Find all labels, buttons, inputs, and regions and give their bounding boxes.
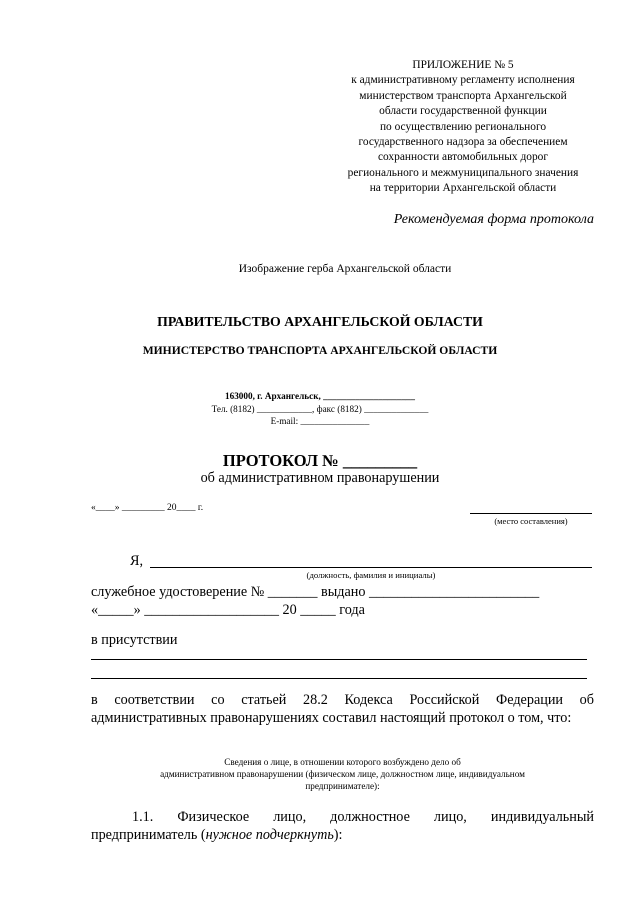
place-caption: (место составления) [494,516,568,526]
presence-field-line-1 [91,659,587,660]
person-info-line: административном правонарушении (физическом лице, должностном лице, индивидуальном [160,769,525,779]
presence-field-line-2 [91,678,587,679]
appendix-line: регионального и межмуниципального значения [347,166,579,179]
recommended-form-note: Рекомендуемая форма протокола [393,212,594,227]
appendix-title: ПРИЛОЖЕНИЕ № 5 [412,59,514,71]
person-info-line: предпринимателе): [305,781,380,791]
emblem-placeholder: Изображение герба Архангельской области [238,263,452,275]
presence-label: в присутствии [91,632,178,648]
item-1-1-italic: нужное подчеркнуть [205,827,334,843]
person-info-line: Сведения о лице, в отношении которого возбуждено дело об [224,757,461,767]
appendix-line: к административному регламенту исполнения [351,74,575,87]
phone-fax-line: Тел. (8182) ____________, факс (8182) ______________ [211,403,429,414]
appendix-line: по осуществлению регионального [379,120,547,133]
place-field [470,502,592,514]
appendix-line: на территории Архангельской области [369,182,557,195]
appendix-line: сохранности автомобильных дорог [377,151,549,164]
appendix-line: области государственной функции [379,105,547,118]
position-name-caption: (должность, фамилия и инициалы) [306,570,436,580]
item-1-1-end: ): [333,827,343,843]
item-1-1-text: 1.1. Физическое лицо, должностное лицо, индивидуальный предприниматель ( [91,809,594,843]
email-line: E-mail: _______________ [270,416,370,426]
ya-label: Я, [130,553,144,569]
position-name-field [150,553,592,568]
issue-date-line: «_____» ___________________ 20 _____ года [91,602,365,618]
appendix-line: государственного надзора за обеспечением [358,136,568,149]
intro-paragraph: в соответствии со статьей 28.2 Кодекса Российской Федерации об административных правонарушениях составил настоящий протокол о том, что: [91,692,594,726]
appendix-block [300,58,626,197]
government-heading: ПРАВИТЕЛЬСТВО АРХАНГЕЛЬСКОЙ ОБЛАСТИ [157,314,483,329]
id-card-line: служебное удостоверение № _______ выдано ________________________ [91,584,540,600]
appendix-line: министерством транспорта Архангельской [359,89,567,102]
contact-block [150,390,490,428]
address-line: 163000, г. Архангельск, ____________________ [225,391,415,401]
person-info-heading [100,756,585,792]
date-line: «____» _________ 20____ г. [91,503,204,513]
item-1-1 [91,808,594,844]
ministry-heading: МИНИСТЕРСТВО ТРАНСПОРТА АРХАНГЕЛЬСКОЙ ОБЛАСТИ [142,344,498,357]
protocol-subtitle: об административном правонарушении [200,470,440,486]
protocol-title: ПРОТОКОЛ № _________ [222,451,418,470]
